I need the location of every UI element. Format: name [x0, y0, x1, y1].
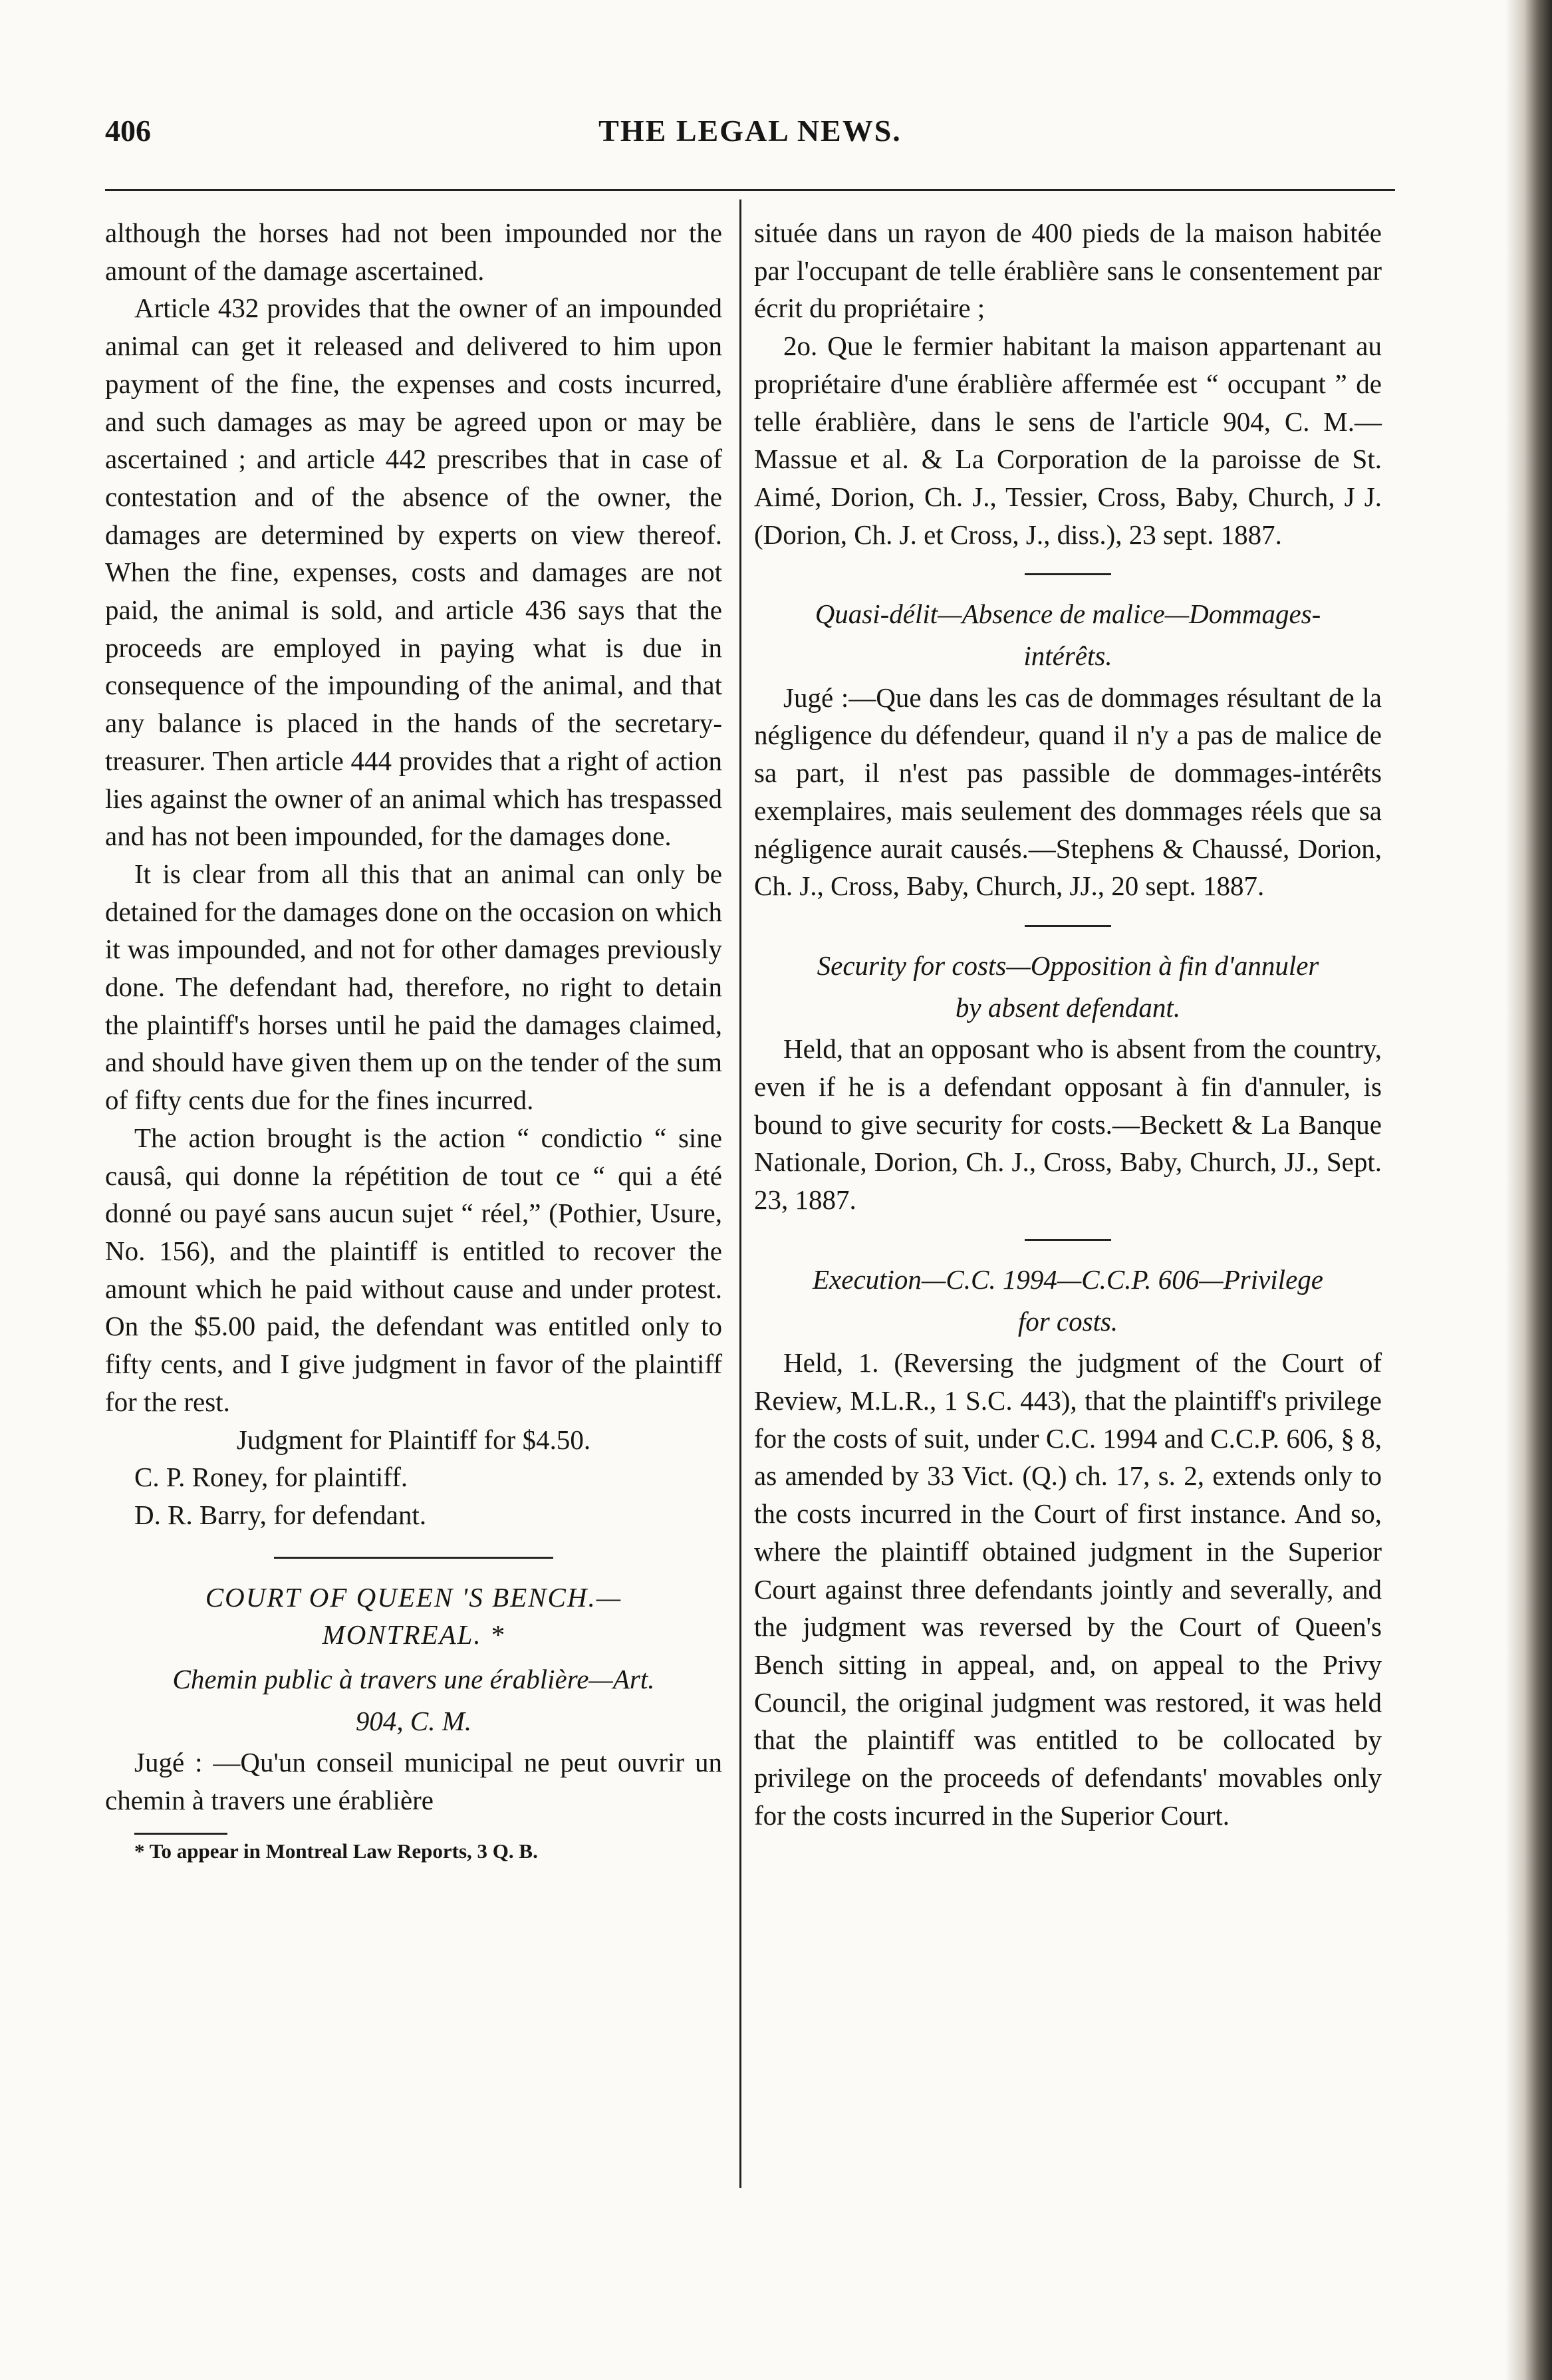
left-column — [105, 214, 722, 1865]
case-heading-cont: for costs. — [1017, 1305, 1118, 1337]
case-heading: Chemin public à travers une érablière—Art. — [172, 1664, 655, 1695]
paragraph: It is clear from all this that an animal can only be detained for the damages done on the occasion on which it was impounded, and not for other damages previously done. The defendant had, therefore, no right to detain the plaintiff's horses until he paid the damages claimed, and should have given them up on the tender of the sum of fifty cents due for the fines incurred. — [105, 858, 722, 1116]
judgment-line: Judgment for Plaintiff for $4.50. — [236, 1424, 591, 1455]
section-rule — [1025, 573, 1111, 575]
running-title: THE LEGAL NEWS. — [598, 114, 902, 148]
header-rule — [105, 189, 1395, 191]
paragraph: 2o. Que le fermier habitant la maison appartenant au propriétaire d'une érablière affermée est “ occupant ” de telle érablière, dans le sens de l'article 904, C. M.—Massue et al. & La Corporation de la paroisse de St. Aimé, Dorion, Ch. J., Tessier, Cross, Baby, Church, J J. (Dorion, Ch. J. et Cross, J., diss.), 23 sept. 1887. — [754, 331, 1382, 550]
court-heading: COURT OF QUEEN 'S BENCH.— — [205, 1581, 622, 1613]
scanned-page-edge — [1505, 0, 1552, 2380]
case-heading: Security for costs—Opposition à fin d'annuler — [817, 950, 1319, 981]
court-heading-city: MONTREAL. * — [322, 1619, 505, 1651]
paragraph: The action brought is the action “ condictio “ sine causâ, qui donne la répétition de tout ce “ qui a été donné ou payé sans aucun sujet “ réel,” (Pothier, Usure, No. 156), and the plaintiff is entitled to recover the amount which he paid without cause and under protest. On the $5.00 paid, the defendant was entitled only to fifty cents, and I give judgment in favor of the plaintiff for the rest. — [105, 1122, 722, 1417]
footnote: * To appear in Montreal Law Reports, 3 Q. B. — [134, 1839, 538, 1863]
case-heading-cont: by absent defendant. — [955, 992, 1181, 1023]
paragraph: située dans un rayon de 400 pieds de la maison habitée par l'occupant de telle érablière sans le consentement par écrit du propriétaire ; — [754, 217, 1382, 324]
case-text: Jugé : —Qu'un conseil municipal ne peut ouvrir un chemin à travers une érablière — [105, 1747, 722, 1816]
column-divider — [739, 199, 741, 2188]
paragraph: Article 432 provides that the owner of an impounded animal can get it released and delivered to him upon payment of the fine, the expenses and costs incurred, and such damages as may be agreed upon or may be ascertained ; and article 442 prescribes that in case of contestation and of the absence of the owner, the damages are determined by experts on view thereof. When the fine, expenses, costs and damages are not paid, the animal is sold, and article 436 says that the proceeds are employed in paying what is due in consequence of the impounding of the animal, and that any balance is placed in the hands of the secretary-treasurer. Then article 444 provides that a right of action lies against the owner of an animal which has trespassed and has not been impounded, for the damages done. — [105, 293, 722, 852]
case-text: Held, 1. (Reversing the judgment of the Court of Review, M.L.R., 1 S.C. 443), that the plaintiff's privilege for the costs of suit, under C.C. 1994 and C.C.P. 606, § 8, as amended by 33 Vict. (Q.) ch. 17, s. 2, extends only to the costs incurred in the Court of first instance. And so, where the plaintiff obtained judgment in the Superior Court against three defendants jointly and severally, and the judgment was reversed by the Court of Queen's Bench sitting in appeal, and, on appeal to the Privy Council, the original judgment was restored, it was held that the plaintiff was entitled to be collocated by privilege on the proceeds of defendants' movables only for the costs incurred in the Superior Court. — [754, 1347, 1382, 1831]
page-number: 406 — [105, 114, 151, 148]
right-column — [754, 214, 1382, 1834]
footnote-rule — [134, 1833, 227, 1835]
case-heading-cont: 904, C. M. — [355, 1705, 472, 1736]
case-heading-cont: intérêts. — [1023, 640, 1112, 672]
case-heading: Execution—C.C. 1994—C.C.P. 606—Privilege — [813, 1263, 1323, 1295]
section-rule — [274, 1557, 553, 1559]
counsel-plaintiff: C. P. Roney, for plaintiff. — [134, 1462, 408, 1493]
case-text: Held, that an opposant who is absent from the country, even if he is a defendant opposant à fin d'annuler, is bound to give security for costs.—Beckett & La Banque Nationale, Dorion, Ch. J., Cross, Baby, Church, JJ., Sept. 23, 1887. — [754, 1033, 1382, 1216]
paragraph: although the horses had not been impounded nor the amount of the damage ascertained. — [105, 217, 722, 286]
section-rule — [1025, 925, 1111, 927]
counsel-defendant: D. R. Barry, for defendant. — [134, 1499, 427, 1530]
section-rule — [1025, 1239, 1111, 1241]
case-text: Jugé :—Que dans les cas de dommages résultant de la négligence du défendeur, quand il n'y a pas de malice de sa part, il n'est pas passible de dommages-intérêts exemplaires, mais seulement des dommages réels que sa négligence aurait causés.—Stephens & Chaussé, Dorion, Ch. J., Cross, Baby, Church, JJ., 20 sept. 1887. — [754, 682, 1382, 902]
case-heading: Quasi-délit—Absence de malice—Dommages- — [815, 598, 1321, 630]
page-header — [105, 113, 1395, 160]
